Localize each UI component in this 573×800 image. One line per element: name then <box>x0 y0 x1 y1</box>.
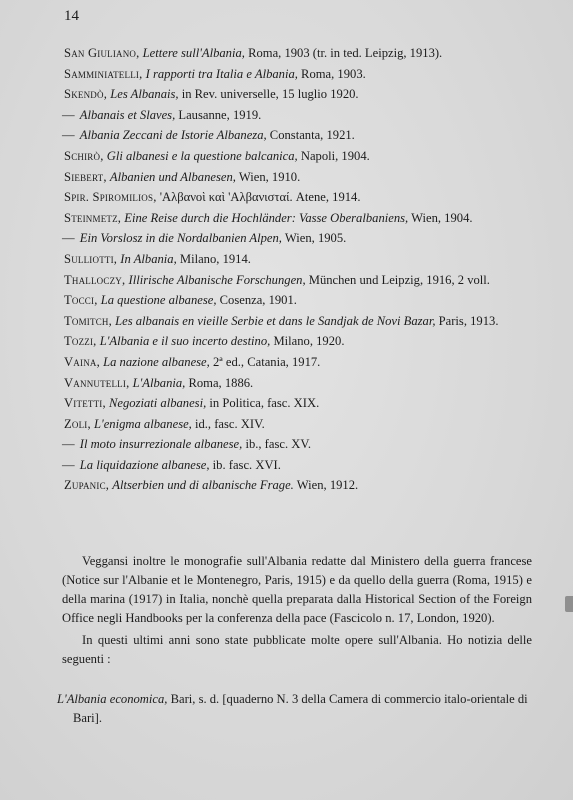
entry-author: Thalloczy, <box>64 272 126 287</box>
entry-details: Bari, s. d. [quaderno N. 3 della Camera di commercio italo-orientale di Bari]. <box>73 692 528 725</box>
bibliography-entry-economica <box>57 690 532 728</box>
bibliography-entry <box>62 250 530 270</box>
entry-dash: — <box>62 457 75 472</box>
bibliography-list <box>62 44 530 497</box>
bibliography-entry <box>62 291 530 311</box>
entry-title: La questione albanese, <box>100 293 217 308</box>
page-number: 14 <box>64 8 79 24</box>
entry-title: L'Albania e il suo incerto destino, <box>99 334 271 349</box>
entry-details: Wien, 1912. <box>293 478 359 493</box>
entry-details: in Rev. universelle, 15 luglio 1920. <box>178 87 359 102</box>
entry-author: Zupanic, <box>64 478 110 493</box>
entry-details: Paris, 1913. <box>435 313 499 328</box>
entry-details: 'Αλβανοὶ καὶ 'Αλβανισταί. Atene, 1914. <box>159 190 361 205</box>
entry-details: Wien, 1905. <box>281 231 347 246</box>
entry-dash: — <box>62 107 75 122</box>
bibliography-entry <box>62 209 530 229</box>
entry-author: Siebert, <box>64 169 107 184</box>
entry-author: Steinmetz, <box>64 210 122 225</box>
entry-title: Ein Vorslosz in die Nordalbanien Alpen, <box>79 231 282 246</box>
entry-details: Lausanne, 1919. <box>175 107 262 122</box>
entry-title: Illirische Albanische Forschungen, <box>128 272 306 287</box>
bibliography-entry <box>62 188 530 208</box>
entry-title: Gli albanesi e la questione balcanica, <box>106 148 298 163</box>
entry-dash: — <box>62 437 75 452</box>
bibliography-entry <box>62 312 530 332</box>
entry-details: Cosenza, 1901. <box>216 293 297 308</box>
bibliography-entry <box>62 394 530 414</box>
entry-title: La liquidazione albanese, <box>79 457 210 472</box>
entry-title: Altserbien und di albanische Frage. <box>112 478 294 493</box>
entry-title: L'Albania, <box>132 375 186 390</box>
bibliography-entry <box>62 271 530 291</box>
entry-details: Wien, 1904. <box>408 210 473 225</box>
entry-details: ib. fasc. XVI. <box>209 457 281 472</box>
entry-details: in Politica, fasc. XIX. <box>206 396 320 411</box>
bibliography-entry <box>62 85 530 105</box>
entry-details: Roma, 1903. <box>297 66 366 81</box>
bibliography-entry <box>62 65 530 85</box>
entry-author: Tocci, <box>64 293 98 308</box>
entry-title: L'enigma albanese, <box>94 416 192 431</box>
entry-author: Zoli, <box>64 416 91 431</box>
bibliography-entry <box>62 456 530 476</box>
entry-details: Roma, 1903 (tr. in ted. Leipzig, 1913). <box>244 46 443 60</box>
bibliography-entry <box>62 44 530 64</box>
entry-details: Milano, 1914. <box>176 251 251 266</box>
entry-details: ib., fasc. XV. <box>242 437 311 452</box>
entry-details: id., fasc. XIV. <box>191 416 265 431</box>
bibliography-entry <box>62 415 530 435</box>
paragraph-recent-works: In questi ultimi anni sono state pubblicate molte opere sull'Albania. Ho notizia delle seguenti : <box>62 633 532 666</box>
entry-title: Albanais et Slaves, <box>79 107 176 122</box>
entry-title: Lettere sull'Albania, <box>142 46 245 60</box>
entry-title: Negoziati albanesi, <box>108 396 207 411</box>
entry-details: 2ª ed., Catania, 1917. <box>209 354 321 369</box>
bibliography-entry <box>62 435 530 455</box>
bibliography-entry <box>62 353 530 373</box>
paragraph-monographs: Veggansi inoltre le monografie sull'Albania redatte dal Ministero della guerra francese (Notice sur l'Albanie et le Montenegro, Paris, 1915) e da quello della guerra (Roma, 1915) e della marina (1917) in Italia, nonchè quella preparata dalla Historical Section of the Foreign Office negli Handbooks per la conferenza della pace (Fascicolo n. 17, London, 1920). <box>62 554 532 625</box>
bibliography-entry <box>62 374 530 394</box>
entry-author: San Giuliano, <box>64 46 140 60</box>
bibliography-entry <box>62 168 530 188</box>
entry-author: Sulliotti, <box>64 251 118 266</box>
entry-title: Albanien und Albanesen, <box>109 169 236 184</box>
entry-author: Vannutelli, <box>64 375 130 390</box>
entry-title: La nazione albanese, <box>103 354 210 369</box>
entry-author: Spir. Spiromilios, <box>64 190 157 205</box>
entry-author: Samminiatelli, <box>64 66 143 81</box>
entry-title: Eine Reise durch die Hochländer: Vasse Oberalbaniens, <box>124 210 409 225</box>
entry-details: Napoli, 1904. <box>297 148 370 163</box>
entry-author: Tozzi, <box>64 334 97 349</box>
entry-details: München und Leipzig, 1916, 2 voll. <box>305 272 490 287</box>
entry-title: L'Albania economica, <box>57 692 168 706</box>
entry-title: Les albanais en vieille Serbie et dans le Sandjak de Novi Bazar, <box>115 313 436 328</box>
entry-title: I rapporti tra Italia e Albania, <box>145 66 298 81</box>
bibliography-entry <box>62 106 530 126</box>
entry-title: In Albania, <box>120 251 177 266</box>
entry-details: Roma, 1886. <box>185 375 254 390</box>
entry-author: Tomitch, <box>64 313 112 328</box>
bibliography-entry <box>62 332 530 352</box>
entry-author: Skendò, <box>64 87 108 102</box>
entry-dash: — <box>62 128 75 143</box>
entry-author: Schirò, <box>64 148 104 163</box>
bibliography-entry <box>62 147 530 167</box>
entry-details: Milano, 1920. <box>270 334 345 349</box>
bibliography-entry <box>62 126 530 146</box>
entry-details: Wien, 1910. <box>235 169 301 184</box>
bibliography-entry <box>62 229 530 249</box>
page-edge-mark <box>565 596 573 612</box>
entry-title: Albania Zeccani de Istorie Albaneza, <box>79 128 267 143</box>
entry-author: Vitetti, <box>64 396 106 411</box>
bibliography-entry <box>62 476 530 496</box>
entry-author: Vaina, <box>64 354 100 369</box>
entry-details: Constanta, 1921. <box>266 128 355 143</box>
entry-dash: — <box>62 231 75 246</box>
entry-title: Les Albanais, <box>110 87 179 102</box>
entry-title: Il moto insurrezionale albanese, <box>79 437 243 452</box>
body-text <box>62 552 532 672</box>
